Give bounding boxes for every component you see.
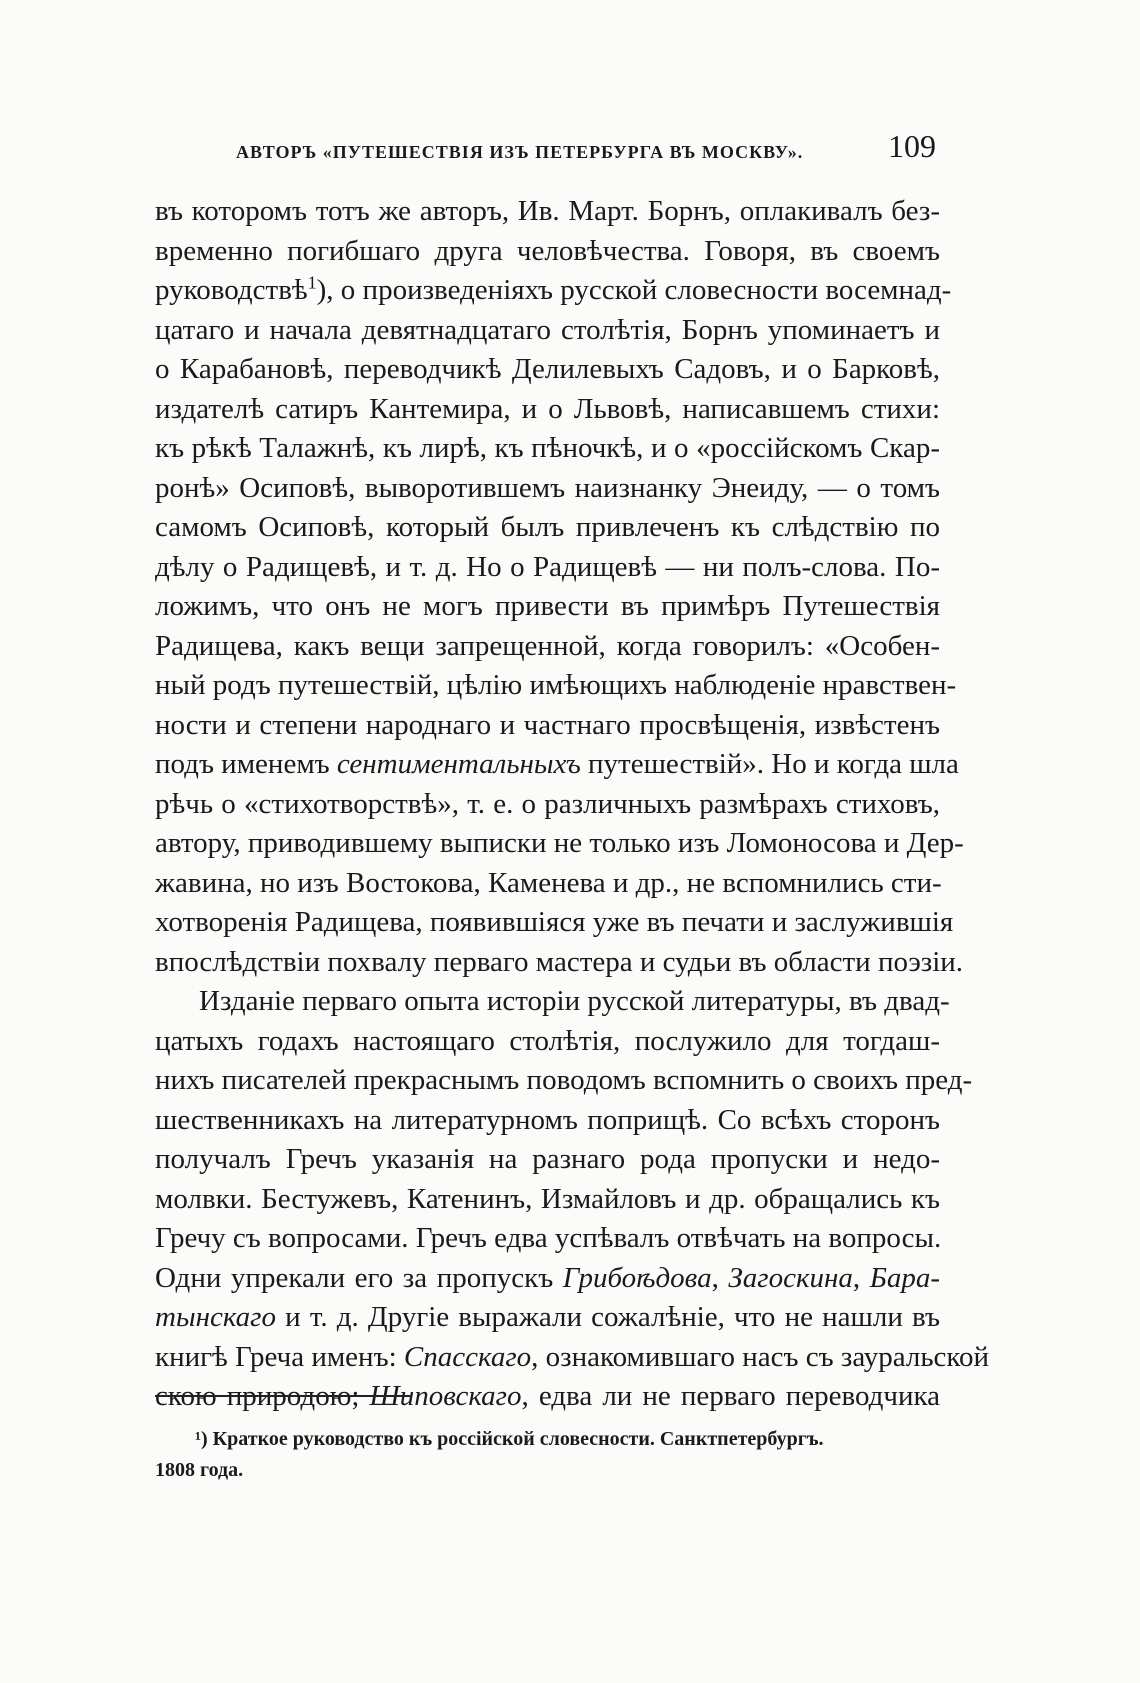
text-span: , едва ли не перваго переводчика: [521, 1380, 940, 1412]
italic-name: тынскаго: [155, 1301, 276, 1333]
footnote-marker: ¹): [195, 1428, 208, 1450]
text-line: Радищева, какъ вещи запрещенной, когда говорилъ: «Особен-: [155, 629, 940, 662]
text-span: , ознакомившаго насъ съ зауральской: [531, 1340, 990, 1373]
text-line: шественникахъ на литературномъ поприщѣ. Со всѣхъ сторонъ: [155, 1103, 940, 1136]
text-line: автору, приводившему выписки не только изъ Ломоносова и Дер-: [155, 827, 964, 859]
text-line: Гречу съ вопросами. Гречъ едва успѣвалъ отвѣчать на вопросы.: [155, 1222, 942, 1254]
text-line: ности и степени народнаго и частнаго просвѣщенія, извѣстенъ: [155, 708, 940, 741]
text-line: [155, 1259, 940, 1299]
text-line: молвки. Бестужевъ, Катенинъ, Измайловъ и др. обращались къ: [155, 1182, 940, 1215]
text-line: [155, 271, 952, 311]
text-line: о Карабановѣ, переводчикѣ Делилевыхъ Садовъ, и о Барковѣ,: [155, 353, 940, 385]
footnote-line: 1808 года.: [155, 1459, 244, 1481]
text-line: дѣлу о Радищевѣ, и т. д. Но о Радищевѣ — ни полъ-слова. По-: [155, 550, 940, 583]
text-line: ронѣ» Осиповѣ, выворотившемъ наизнанку Энеиду, — о томъ: [155, 471, 940, 504]
text-span: руководствѣ: [155, 274, 308, 306]
text-span: подъ именемъ: [155, 748, 337, 780]
text-line: [155, 1338, 990, 1378]
text-line: временно погибшаго друга человѣчества. Говоря, въ своемъ: [155, 234, 940, 267]
page-header: [236, 128, 936, 168]
footnote-line: [155, 1424, 940, 1455]
text-line: получалъ Гречъ указанія на разнаго рода пропуски и недо-: [155, 1143, 940, 1175]
text-line: ложимъ, что онъ не могъ привести въ примѣръ Путешествія: [155, 590, 940, 622]
footnote-rule: [155, 1395, 410, 1397]
italic-name: Грибоѣдова: [562, 1261, 712, 1294]
text-line: цатаго и начала девятнадцатаго столѣтія, Борнъ упоминаетъ и: [155, 313, 940, 346]
text-line: самомъ Осиповѣ, который былъ привлеченъ къ слѣдствію по: [155, 511, 940, 543]
text-line: жавина, но изъ Востокова, Каменева и др., не вспомнились сти-: [155, 866, 942, 899]
text-span: ), о произведеніяхъ русской словесности восемнад-: [316, 274, 952, 306]
text-line: хотворенія Радищева, появившіяся уже въ печати и заслужившія: [155, 906, 954, 938]
footnote: [155, 1424, 940, 1486]
text-line: въ которомъ тотъ же авторъ, Ив. Март. Борнъ, оплакивалъ без-: [155, 195, 940, 227]
italic-name: Спасскаго: [403, 1340, 532, 1373]
body-text: [155, 192, 990, 1417]
text-line: [155, 1298, 940, 1338]
text-line: къ рѣкѣ Талажнѣ, къ лирѣ, къ пѣночкѣ, и о «россійскомъ Скар-: [155, 432, 940, 464]
footnote-text: Краткое руководство къ россійской словесности. Санктпетербургъ.: [212, 1428, 824, 1450]
text-line: [155, 745, 959, 785]
text-span: скою природою;: [155, 1380, 370, 1412]
italic-name: Загоскина: [728, 1261, 853, 1294]
text-span: ,: [852, 1261, 870, 1294]
running-head: АВТОРЪ «ПУТЕШЕСТВІЯ ИЗЪ ПЕТЕРБУРГА ВЪ МОСКВУ».: [236, 142, 804, 162]
italic-name: Бара-: [869, 1261, 940, 1294]
text-span: путешествій». Но и когда шла: [580, 748, 959, 780]
text-span: и т. д. Другіе выражали сожалѣніе, что не нашли въ: [276, 1301, 940, 1333]
page-number: 109: [888, 128, 936, 164]
text-line: Изданіе перваго опыта исторіи русской литературы, въ двад-: [199, 985, 950, 1017]
footnote-ref: 1: [307, 272, 317, 293]
text-span: Одни упрекали его за пропускъ: [155, 1261, 563, 1294]
text-line: цатыхъ годахъ настоящаго столѣтія, послужило для тогдаш-: [155, 1024, 940, 1057]
italic-name: Шиповскаго: [369, 1380, 522, 1412]
text-span: книгѣ Греча именъ:: [155, 1340, 404, 1373]
text-line: издателѣ сатиръ Кантемира, и о Львовѣ, написавшемъ стихи:: [155, 392, 940, 425]
text-span: ,: [711, 1261, 729, 1294]
italic-term: сентиментальныхъ: [336, 748, 581, 780]
text-line: рѣчь о «стихотворствѣ», т. е. о различныхъ размѣрахъ стиховъ,: [155, 787, 940, 820]
text-line: ный родъ путешествій, цѣлію имѣющихъ наблюденіе нравствен-: [155, 669, 957, 701]
text-line: впослѣдствіи похвалу перваго мастера и судьи въ области поэзіи.: [155, 945, 964, 978]
text-line: нихъ писателей прекраснымъ поводомъ вспомнить о своихъ пред-: [155, 1064, 973, 1096]
